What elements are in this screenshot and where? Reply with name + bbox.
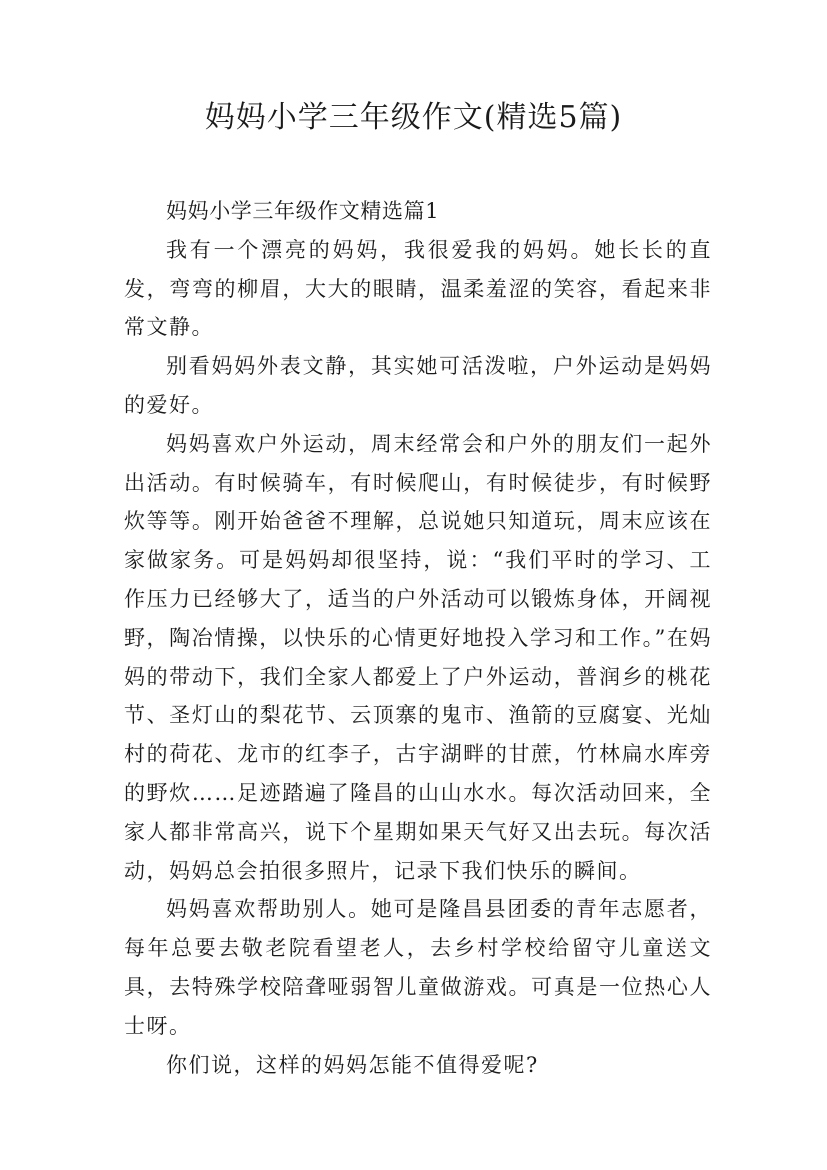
paragraph-1: 我有一个漂亮的妈妈，我很爱我的妈妈。她长长的直发，弯弯的柳眉，大大的眼睛，温柔羞涩的笑容，看起来非常文静。 [124, 237, 712, 340]
paragraph-5: 你们说，这样的妈妈怎能不值得爱呢? [166, 1052, 539, 1077]
document-body [124, 192, 712, 1084]
paragraph-4: 妈妈喜欢帮助别人。她可是隆昌县团委的青年志愿者，每年总要去敬老院看望老人，去乡村学校给留守儿童送文具，去特殊学校陪聋哑弱智儿童做游戏。可真是一位热心人士呀。 [124, 897, 712, 1038]
paragraph-2: 别看妈妈外表文静，其实她可活泼啦，户外运动是妈妈的爱好。 [124, 354, 712, 417]
document-title: 妈妈小学三年级作文(精选5篇) [204, 100, 623, 135]
section-heading: 妈妈小学三年级作文精选篇1 [166, 199, 440, 223]
paragraph-3: 妈妈喜欢户外运动，周末经常会和户外的朋友们一起外出活动。有时候骑车，有时候爬山，有时候徒步，有时候野炊等等。刚开始爸爸不理解，总说她只知道玩，周末应该在家做家务。可是妈妈却很坚持，说：“我们平时的学习、工作压力已经够大了，适当的户外活动可以锻炼身体，开阔视野，陶冶情操，以快乐的心情更好地投入学习和工作。”在妈妈的带动下，我们全家人都爱上了户外运动，普润乡的桃花节、圣灯山的梨花节、云顶寨的鬼市、渔箭的豆腐宴、光灿村的荷花、龙市的红李子，古宇湖畔的甘蔗，竹林扁水库旁的野炊……足迹踏遍了隆昌的山山水水。每次活动回来，全家人都非常高兴，说下个星期如果天气好又出去玩。每次活动，妈妈总会拍很多照片，记录下我们快乐的瞬间。 [124, 431, 712, 883]
